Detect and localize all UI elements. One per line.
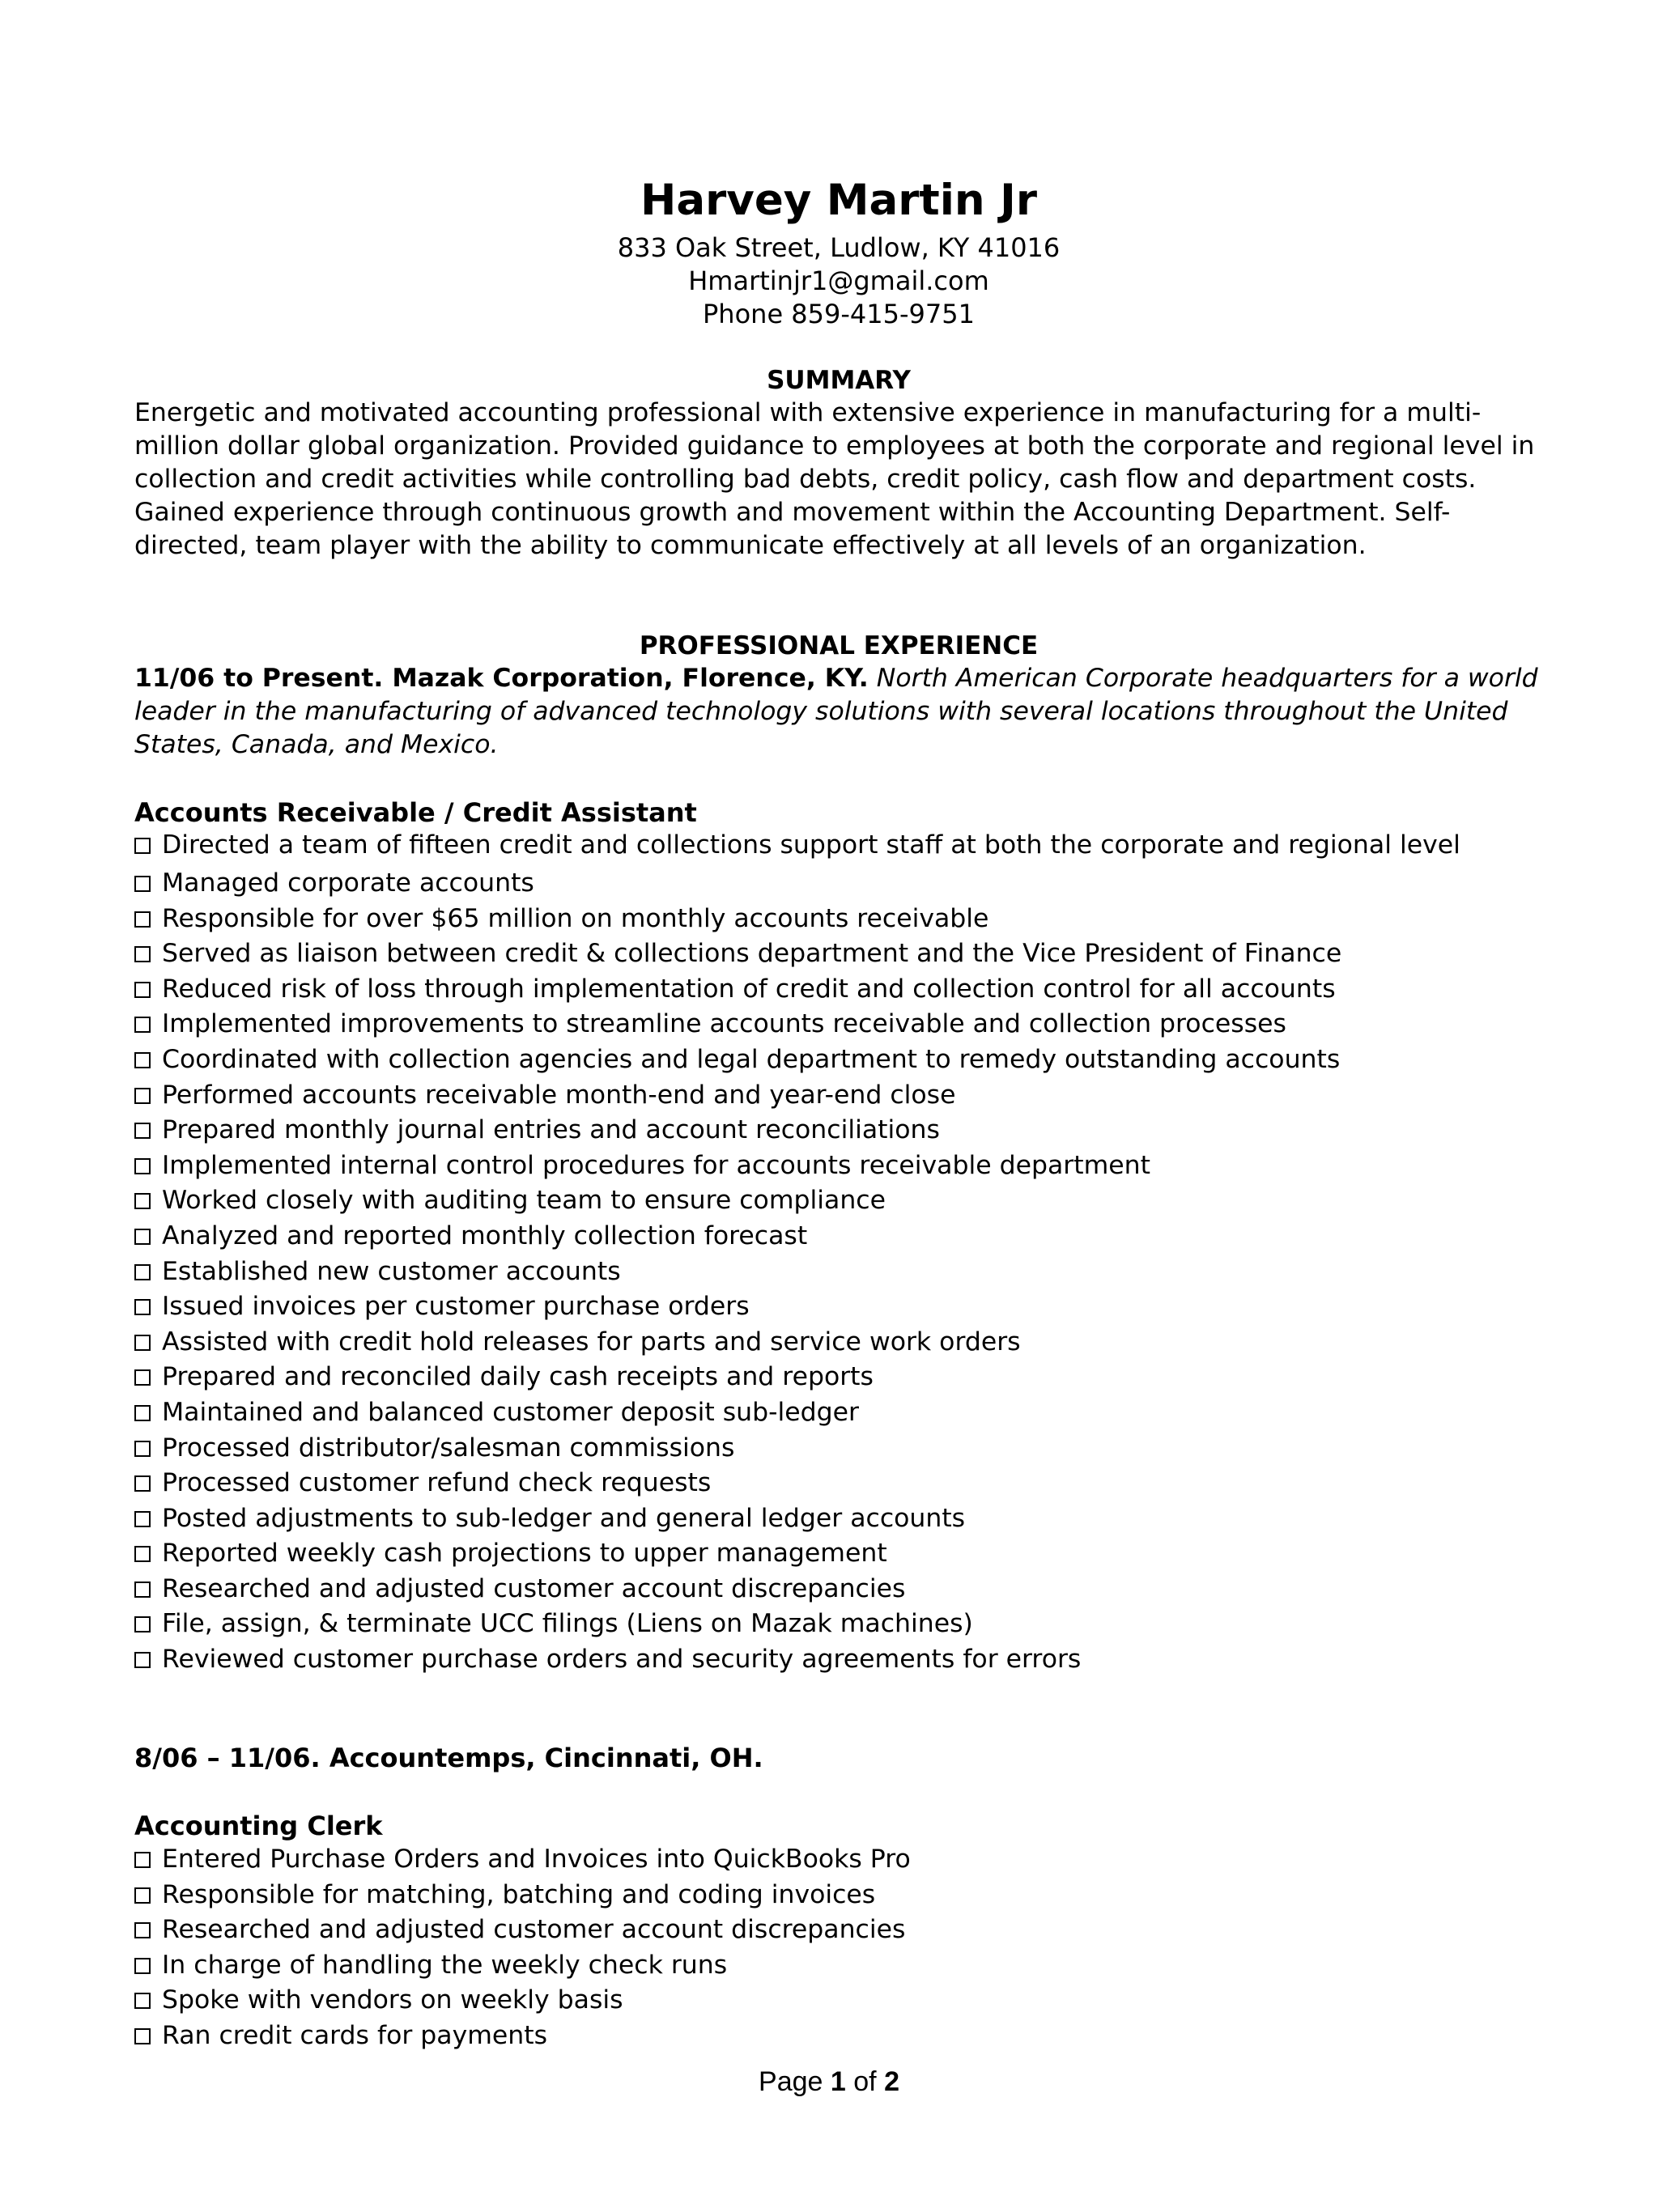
email-line: Hmartinjr1@gmail.com [688, 265, 989, 296]
bullet-item [134, 1395, 1543, 1431]
footer-of-word: of [853, 2066, 877, 2097]
job1-bullet-list [134, 829, 1543, 1678]
bullet-text: Reduced risk of loss through implementation of credit and collection control for all accounts [162, 974, 1336, 1004]
bullet-item [134, 1007, 1543, 1042]
bullet-item [134, 1948, 1543, 1984]
bullet-item [134, 1078, 1543, 1114]
footer-current-page: 1 [830, 2066, 846, 2097]
checkbox-bullet-icon [134, 1887, 151, 1904]
bullet-text: Issued invoices per customer purchase orders [162, 1292, 750, 1322]
checkbox-bullet-icon [134, 2028, 151, 2044]
bullet-item [134, 1466, 1543, 1501]
checkbox-bullet-icon [134, 1922, 151, 1938]
bullet-text: Entered Purchase Orders and Invoices into QuickBooks Pro [162, 1845, 911, 1874]
checkbox-bullet-icon [134, 1958, 151, 1974]
checkbox-bullet-icon [134, 1993, 151, 2009]
bullet-item [134, 1842, 1543, 1878]
bullet-text: Performed accounts receivable month-end and year-end close [162, 1080, 956, 1110]
checkbox-bullet-icon [134, 1582, 151, 1598]
bullet-item [134, 1219, 1543, 1255]
bullet-text: Posted adjustments to sub-ledger and general ledger accounts [162, 1503, 966, 1533]
bullet-text: Responsible for over $65 million on monthly accounts receivable [162, 903, 989, 933]
bullet-item [134, 866, 1543, 902]
bullet-item [134, 902, 1543, 937]
bullet-item [134, 1042, 1543, 1078]
checkbox-bullet-icon [134, 1616, 151, 1632]
checkbox-bullet-icon [134, 911, 151, 928]
job2-dates-company: 8/06 – 11/06. Accountemps, Cincinnati, OH. [134, 1743, 763, 1773]
footer-total-pages: 2 [884, 2066, 899, 2097]
bullet-item [134, 1983, 1543, 2019]
job1-header [134, 662, 1543, 762]
bullet-text: Worked closely with auditing team to ensure compliance [162, 1186, 886, 1216]
checkbox-bullet-icon [134, 1475, 151, 1492]
bullet-text: Prepared and reconciled daily cash receipts and reports [162, 1362, 874, 1392]
bullet-text: Spoke with vendors on weekly basis [162, 1985, 623, 2015]
bullet-text: Ran credit cards for payments [162, 2020, 548, 2050]
summary-heading: SUMMARY [767, 366, 911, 395]
job2-title: Accounting Clerk [134, 1811, 383, 1841]
bullet-item [134, 936, 1543, 972]
bullet-text: Researched and adjusted customer account discrepancies [162, 1573, 906, 1603]
checkbox-bullet-icon [134, 946, 151, 962]
bullet-text: File, assign, & terminate UCC filings (Liens on Mazak machines) [162, 1609, 973, 1639]
checkbox-bullet-icon [134, 1546, 151, 1562]
bullet-item [134, 1360, 1543, 1395]
job2-bullet-list [134, 1842, 1543, 2054]
checkbox-bullet-icon [134, 1299, 151, 1315]
bullet-item [134, 1255, 1543, 1290]
checkbox-bullet-icon [134, 1369, 151, 1386]
checkbox-bullet-icon [134, 1158, 151, 1174]
checkbox-bullet-icon [134, 1088, 151, 1104]
bullet-text: Managed corporate accounts [162, 868, 534, 898]
summary-text: Energetic and motivated accounting professional with extensive experience in manufacturing for a multi-million dollar global organization. Provided guidance to employees at both the corporate and regional level in collection and credit activities while controlling bad debts, credit policy, cash flow and department costs. Gained experience through continuous growth and movement within the Accounting Department. Self-directed, team player with the ability to communicate effectively at all levels of an organization. [134, 398, 1535, 560]
checkbox-bullet-icon [134, 1511, 151, 1527]
bullet-item [134, 1913, 1543, 1948]
checkbox-bullet-icon [134, 1229, 151, 1245]
bullet-item [134, 1148, 1543, 1184]
bullet-item [134, 1878, 1543, 1913]
bullet-text: Directed a team of fifteen credit and collections support staff at both the corporate and regional level [162, 830, 1460, 860]
bullet-item [134, 1572, 1543, 1607]
bullet-text: Researched and adjusted customer account discrepancies [162, 1915, 906, 1945]
bullet-item [134, 1289, 1543, 1325]
bullet-text: Served as liaison between credit & collections department and the Vice President of Finance [162, 939, 1342, 969]
bullet-item [134, 1325, 1543, 1361]
bullet-item [134, 1183, 1543, 1219]
bullet-item [134, 1607, 1543, 1642]
checkbox-bullet-icon [134, 982, 151, 998]
bullet-text: Processed customer refund check requests [162, 1468, 712, 1498]
experience-heading: PROFESSIONAL EXPERIENCE [639, 631, 1039, 660]
checkbox-bullet-icon [134, 1193, 151, 1209]
checkbox-bullet-icon [134, 1264, 151, 1280]
bullet-text: Implemented internal control procedures for accounts receivable department [162, 1150, 1150, 1180]
bullet-item [134, 2019, 1543, 2054]
checkbox-bullet-icon [134, 1405, 151, 1421]
bullet-text: In charge of handling the weekly check runs [162, 1950, 728, 1980]
bullet-item [134, 1642, 1543, 1678]
candidate-name: Harvey Martin Jr [640, 176, 1037, 225]
bullet-item [134, 972, 1543, 1008]
checkbox-bullet-icon [134, 1052, 151, 1068]
job1-dates-company: 11/06 to Present. Mazak Corporation, Florence, KY. [134, 664, 869, 693]
bullet-text: Reviewed customer purchase orders and security agreements for errors [162, 1645, 1082, 1675]
bullet-text: Analyzed and reported monthly collection forecast [162, 1221, 808, 1250]
bullet-text: Prepared monthly journal entries and account reconciliations [162, 1115, 940, 1145]
bullet-text: Assisted with credit hold releases for parts and service work orders [162, 1327, 1021, 1356]
checkbox-bullet-icon [134, 1017, 151, 1033]
bullet-item [134, 1113, 1543, 1148]
bullet-text: Maintained and balanced customer deposit sub-ledger [162, 1397, 859, 1427]
bullet-item [134, 1501, 1543, 1537]
checkbox-bullet-icon [134, 1652, 151, 1668]
bullet-item [134, 1536, 1543, 1572]
address-line: 833 Oak Street, Ludlow, KY 41016 [617, 232, 1061, 263]
job1-description: North American Corporate headquarters for a world leader in the manufacturing of advanced technology solutions with several locations throughout the United States, Canada, and Mexico. [134, 664, 1538, 759]
checkbox-bullet-icon [134, 1441, 151, 1457]
bullet-text: Processed distributor/salesman commissions [162, 1433, 735, 1463]
checkbox-bullet-icon [134, 1335, 151, 1351]
bullet-item [134, 1431, 1543, 1467]
bullet-text: Implemented improvements to streamline accounts receivable and collection processes [162, 1009, 1286, 1039]
bullet-text: Reported weekly cash projections to upper management [162, 1539, 887, 1569]
bullet-item [134, 829, 1543, 861]
bullet-text: Responsible for matching, batching and coding invoices [162, 1879, 876, 1909]
bullet-text: Established new customer accounts [162, 1256, 621, 1286]
bullet-text: Coordinated with collection agencies and legal department to remedy outstanding accounts [162, 1044, 1341, 1074]
checkbox-bullet-icon [134, 838, 151, 854]
checkbox-bullet-icon [134, 1123, 151, 1139]
checkbox-bullet-icon [134, 876, 151, 892]
footer-page-word: Page [759, 2066, 823, 2097]
page-footer [0, 2066, 1658, 2098]
phone-line: Phone 859-415-9751 [703, 299, 975, 329]
job1-title: Accounts Receivable / Credit Assistant [134, 797, 697, 828]
checkbox-bullet-icon [134, 1852, 151, 1868]
